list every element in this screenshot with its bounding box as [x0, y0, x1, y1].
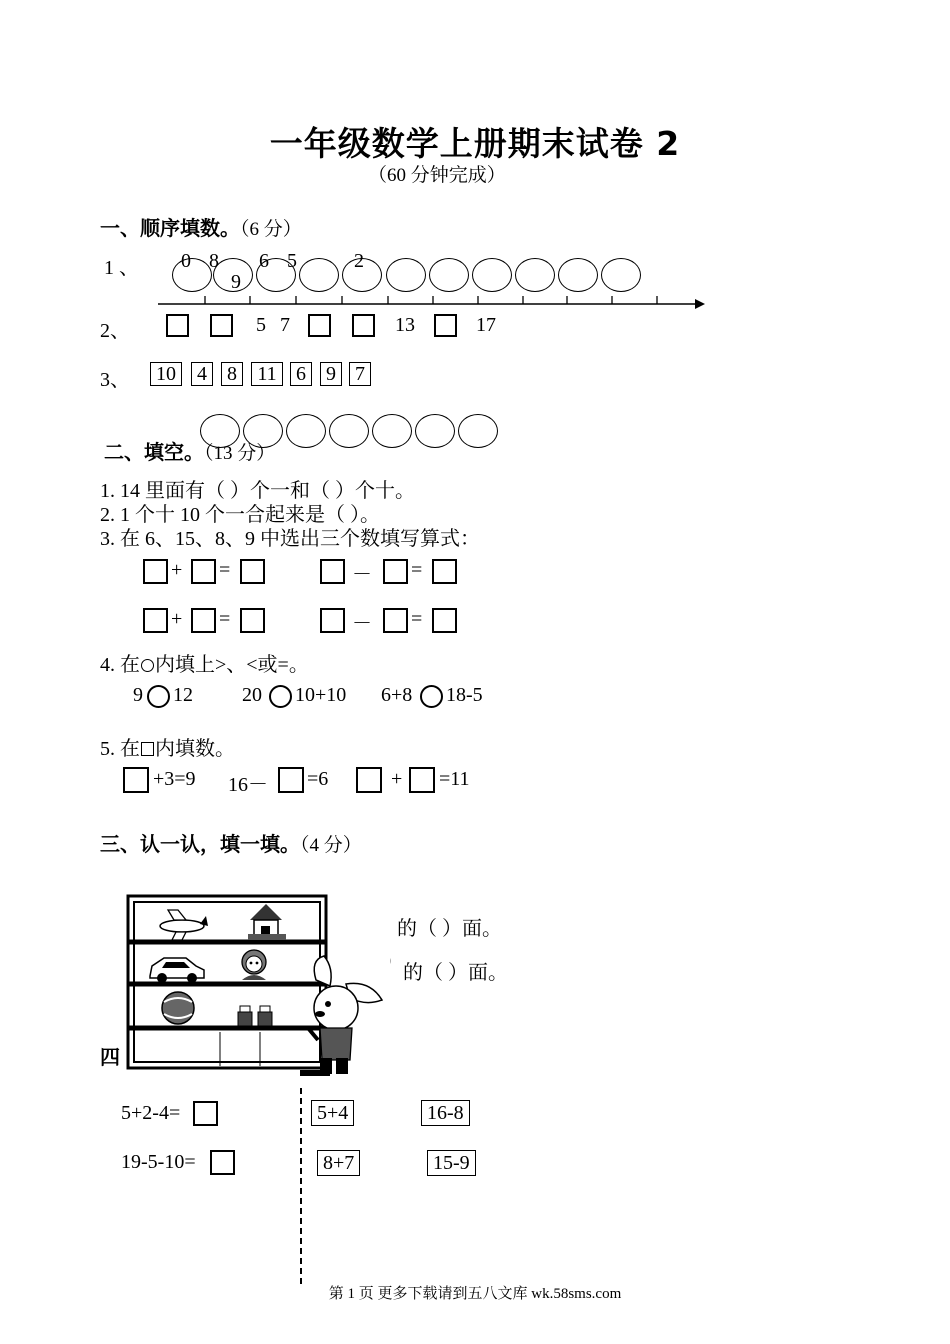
order-circle	[243, 414, 283, 448]
number-circle	[515, 258, 555, 292]
answer-box[interactable]	[409, 767, 435, 793]
compare-circle[interactable]	[147, 685, 170, 708]
answer-box[interactable]	[123, 767, 149, 793]
section1-title: 一、顺序填数。	[100, 216, 240, 240]
number-circle	[172, 258, 212, 292]
number-card: 6	[290, 362, 312, 386]
number-card: 11	[251, 362, 283, 386]
page-title: 一年级数学上册期末试卷 2	[269, 124, 681, 163]
equation-2-tail: =6	[307, 768, 329, 790]
equals-sign: =	[219, 608, 231, 630]
compare-left: 9	[133, 684, 143, 706]
fill-line-4-prefix: 4. 在	[100, 654, 140, 676]
answer-box[interactable]	[320, 608, 345, 633]
answer-box[interactable]	[240, 559, 265, 584]
circle-icon	[141, 659, 154, 672]
number-value: 2	[354, 250, 364, 272]
section3-points: （4 分）	[300, 835, 362, 856]
order-circle	[458, 414, 498, 448]
seq-number: 5	[256, 314, 266, 336]
answer-box[interactable]	[191, 608, 216, 633]
dashed-divider	[296, 1088, 306, 1288]
seq-number: 13	[395, 314, 415, 336]
order-circle	[200, 414, 240, 448]
answer-box[interactable]	[191, 559, 216, 584]
expression-card: 5+4	[311, 1100, 354, 1126]
section3-title: 三、认一认，填一填。	[100, 832, 300, 856]
equals-sign: =	[411, 608, 423, 630]
answer-box[interactable]	[143, 559, 168, 584]
section4-heading: 四	[100, 1045, 120, 1069]
answer-box[interactable]	[320, 559, 345, 584]
fill-line-5-prefix: 5. 在	[100, 738, 140, 760]
number-circle	[472, 258, 512, 292]
expression-card: 16-8	[421, 1100, 470, 1126]
fill-line-2: 2. 1 个十 10 个一合起来是（ ）。	[100, 504, 380, 526]
equals-sign: =	[219, 559, 231, 581]
number-card: 10	[150, 362, 182, 386]
equation-1-tail: +3=9	[153, 768, 196, 790]
answer-box[interactable]	[308, 314, 331, 337]
shelf-illustration	[120, 890, 390, 1085]
page-subtitle: （60 分钟完成）	[368, 165, 506, 186]
plus-sign: +	[171, 559, 183, 581]
compare-right: 12	[173, 684, 193, 706]
minus-sign: －	[352, 564, 372, 586]
compare-circle[interactable]	[269, 685, 292, 708]
answer-box[interactable]	[278, 767, 304, 793]
plus-sign: +	[171, 608, 183, 630]
compare-right: 10+10	[295, 684, 347, 706]
section2-title: 二、填空。	[104, 440, 204, 464]
answer-box[interactable]	[432, 608, 457, 633]
answer-box[interactable]	[432, 559, 457, 584]
number-circle	[386, 258, 426, 292]
fill-line-5	[100, 732, 235, 761]
number-value: 6	[259, 250, 269, 272]
number-card: 9	[320, 362, 342, 386]
answer-box[interactable]	[383, 559, 408, 584]
compare-right: 18-5	[446, 684, 483, 706]
answer-box[interactable]	[193, 1101, 218, 1126]
equation-2-head: 16－	[228, 774, 268, 796]
number-value: 5	[287, 250, 297, 272]
answer-box[interactable]	[166, 314, 189, 337]
fill-line-4-suffix: 内填上>、<或=。	[155, 654, 309, 676]
section1-points: （6 分）	[240, 219, 302, 240]
section3-heading	[100, 828, 362, 857]
number-card: 4	[191, 362, 213, 386]
q2-label: 2、	[100, 320, 130, 342]
order-circle	[329, 414, 369, 448]
fill-line-1: 1. 14 里面有（ ）个一和（ ）个十。	[100, 480, 415, 502]
expression-card: 8+7	[317, 1150, 360, 1176]
number-circle	[429, 258, 469, 292]
fill-line-4	[100, 648, 309, 677]
section2-points: （13 分）	[204, 443, 276, 464]
equation-3-mid: +	[391, 768, 403, 790]
seq-number: 17	[476, 314, 496, 336]
number-value: 8	[209, 250, 219, 272]
answer-box[interactable]	[434, 314, 457, 337]
number-card: 8	[221, 362, 243, 386]
equals-sign: =	[411, 559, 423, 581]
order-circle	[372, 414, 412, 448]
equation-3-tail: =11	[439, 768, 470, 790]
answer-box[interactable]	[352, 314, 375, 337]
number-value: 9	[231, 271, 241, 293]
order-circle	[415, 414, 455, 448]
minus-sign: －	[352, 613, 372, 635]
compare-left: 20	[242, 684, 262, 706]
shelf-question-1: 的（ ）面。	[397, 918, 502, 940]
answer-box[interactable]	[210, 1150, 235, 1175]
square-icon	[141, 742, 154, 756]
number-value: 0	[181, 250, 191, 272]
number-circle	[558, 258, 598, 292]
page-footer: 第 1 页 更多下载请到五八文库 wk.58sms.com	[328, 1286, 622, 1302]
seq-number: 7	[280, 314, 290, 336]
answer-box[interactable]	[210, 314, 233, 337]
compare-circle[interactable]	[420, 685, 443, 708]
q3-label: 3、	[100, 369, 130, 391]
answer-box[interactable]	[383, 608, 408, 633]
shelf-question-2: 的（ ）面。	[403, 962, 508, 984]
expression-card: 15-9	[427, 1150, 476, 1176]
calc-left-1: 5+2-4=	[121, 1102, 181, 1124]
fill-line-3: 3. 在 6、15、8、9 中选出三个数填写算式：	[100, 528, 480, 550]
compare-left: 6+8	[381, 684, 413, 706]
number-circle	[601, 258, 641, 292]
answer-box[interactable]	[356, 767, 382, 793]
calc-left-2: 19-5-10=	[121, 1151, 196, 1173]
number-card: 7	[349, 362, 371, 386]
q1-label: 1 、	[104, 257, 139, 279]
number-circle	[299, 258, 339, 292]
answer-box[interactable]	[240, 608, 265, 633]
order-circle	[286, 414, 326, 448]
ball-icon	[162, 992, 194, 1024]
fill-line-5-suffix: 内填数。	[155, 738, 235, 760]
answer-box[interactable]	[143, 608, 168, 633]
